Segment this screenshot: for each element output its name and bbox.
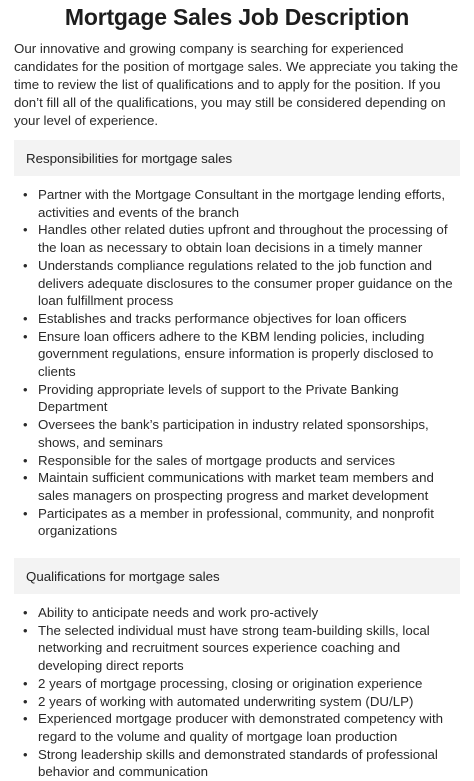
list-item-text: 2 years of mortgage processing, closing or origination experience (38, 675, 423, 691)
bullet-icon: • (23, 746, 28, 762)
list-item-text: Maintain sufficient communications with market team members and sales managers on prospecting progress and market development (38, 470, 434, 503)
list-item (23, 328, 460, 381)
list-item-text: Responsible for the sales of mortgage products and services (38, 452, 395, 468)
list-item-text: Strong leadership skills and demonstrated standards of professional behavior and communication (38, 746, 438, 780)
list-item-text: Oversees the bank’s participation in industry related sponsorships, shows, and seminars (38, 417, 429, 450)
bullet-icon: • (23, 417, 28, 433)
bullet-icon: • (23, 310, 28, 326)
bullet-icon: • (23, 505, 28, 521)
list-item (23, 693, 460, 711)
list-item (23, 186, 460, 221)
list-item (23, 310, 460, 328)
list-item-text: Partner with the Mortgage Consultant in the mortgage lending efforts, activities and events of the branch (38, 187, 446, 220)
list-item (23, 746, 460, 781)
list-item (23, 416, 460, 451)
list-item-text: 2 years of working with automated underwriting system (DU/LP) (38, 693, 414, 709)
responsibilities-heading: Responsibilities for mortgage sales (14, 140, 460, 176)
list-item-text: Participates as a member in professional, community, and nonprofit organizations (38, 505, 434, 539)
list-item-text: Understands compliance regulations related to the job function and delivers adequate disclosures to the consumer proper guidance on the loan fulfillment process (38, 257, 453, 309)
responsibilities-list (14, 186, 460, 540)
bullet-icon: • (23, 187, 28, 202)
list-item (23, 675, 460, 693)
qualifications-list (14, 604, 460, 781)
bullet-icon: • (23, 605, 28, 621)
list-item-text: Handles other related duties upfront and throughout the processing of the loan as necessary to obtain loan decisions in a timely manner (38, 222, 448, 256)
qualifications-heading: Qualifications for mortgage sales (14, 558, 460, 594)
list-item-text: Establishes and tracks performance objectives for loan officers (38, 310, 407, 326)
bullet-icon: • (23, 257, 28, 273)
list-item (23, 221, 460, 256)
list-item (23, 257, 460, 310)
bullet-icon: • (23, 675, 28, 691)
bullet-icon: • (23, 222, 28, 238)
list-item (23, 381, 460, 416)
bullet-icon: • (23, 470, 28, 486)
list-item-text: Ability to anticipate needs and work pro-actively (38, 605, 319, 621)
list-item (23, 469, 460, 504)
list-item (23, 622, 460, 675)
bullet-icon: • (23, 622, 28, 638)
list-item (23, 452, 460, 470)
bullet-icon: • (23, 452, 28, 468)
list-item (23, 604, 460, 622)
list-item-text: Experienced mortgage producer with demonstrated competency with regard to the volume and quality of mortgage loan production (38, 711, 444, 744)
intro-paragraph: Our innovative and growing company is searching for experienced candidates for the position of mortgage sales. We appreciate you taking the time to review the list of qualifications and to apply for the position. If you don’t fill all of the qualifications, you may still be considered depending on your level of experience. (14, 41, 458, 128)
list-item-text: Providing appropriate levels of support to the Private Banking Department (38, 381, 399, 415)
list-item-text: The selected individual must have strong team-building skills, local networking and recruitment sources experience coaching and developing direct reports (38, 622, 430, 674)
page-title: Mortgage Sales Job Description (64, 4, 410, 30)
bullet-icon: • (23, 693, 28, 709)
bullet-icon: • (23, 381, 28, 397)
list-item (23, 505, 460, 540)
list-item-text: Ensure loan officers adhere to the KBM lending policies, including government regulations, ensure information is properly disclosed to clients (38, 328, 434, 380)
bullet-icon: • (23, 328, 28, 344)
bullet-icon: • (23, 711, 28, 727)
